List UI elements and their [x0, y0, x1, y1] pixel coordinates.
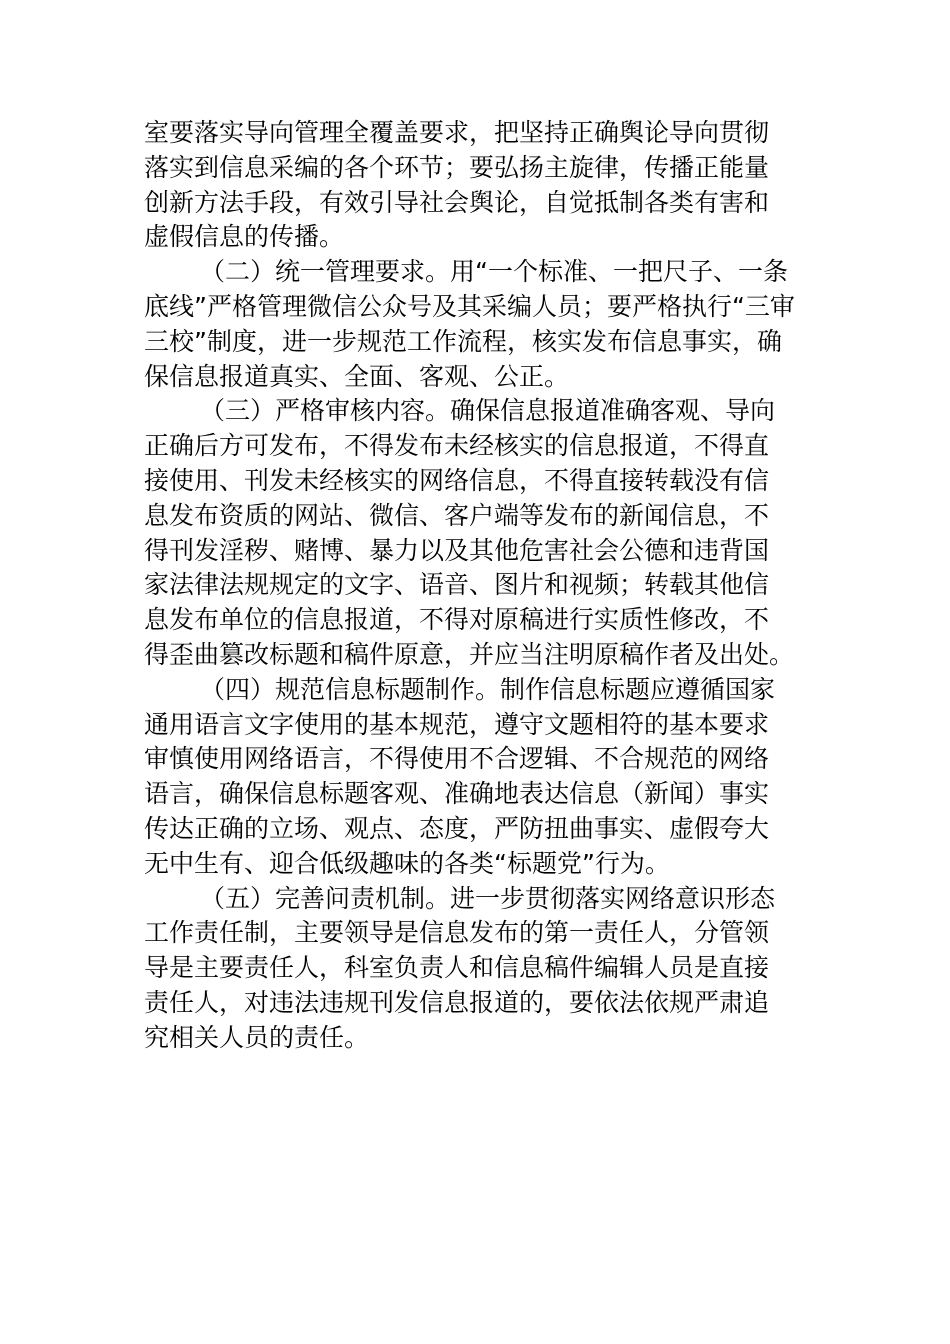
paragraph-line: （二）统一管理要求。用“一个标准、一把尺子、一条: [200, 257, 788, 287]
paragraph-line: 究相关人员的责任。: [144, 1022, 370, 1052]
paragraph-line: 正确后方可发布，不得发布未经核实的信息报道，不得直: [144, 431, 770, 461]
document-body: [144, 116, 808, 1056]
paragraph-5: [144, 882, 808, 1056]
paragraph-line: （三）严格审核内容。确保信息报道准确客观、导向: [200, 396, 776, 426]
paragraph-line: 得歪曲篡改标题和稿件原意，并应当注明原稿作者及出处。: [144, 639, 795, 669]
paragraph-line: 家法律法规规定的文字、语音、图片和视频；转载其他信: [144, 570, 770, 600]
paragraph-line: （五）完善问责机制。进一步贯彻落实网络意识形态: [200, 883, 776, 913]
paragraph-line: 无中生有、迎合低级趣味的各类“标题党”行为。: [144, 848, 670, 878]
paragraph-line: 保信息报道真实、全面、客观、公正。: [144, 361, 570, 391]
paragraph-line: 责任人，对违法违规刊发信息报道的，要依法依规严肃追: [144, 987, 770, 1017]
paragraph-line: 传达正确的立场、观点、态度，严防扭曲事实、虚假夸大: [144, 813, 770, 843]
paragraph-3: [144, 394, 808, 672]
paragraph-line: 语言，确保信息标题客观、准确地表达信息（新闻）事实: [144, 779, 770, 809]
paragraph-line: 审慎使用网络语言，不得使用不合逻辑、不合规范的网络: [144, 744, 770, 774]
paragraph-line: （四）规范信息标题制作。制作信息标题应遵循国家: [200, 674, 776, 704]
paragraph-line: 息发布资质的网站、微信、客户端等发布的新闻信息，不: [144, 500, 770, 530]
paragraph-line: 落实到信息采编的各个环节；要弘扬主旋律，传播正能量: [144, 152, 770, 182]
paragraph-line: 室要落实导向管理全覆盖要求，把坚持正确舆论导向贯彻: [144, 118, 770, 147]
paragraph-line: 接使用、刊发未经核实的网络信息，不得直接转载没有信: [144, 465, 770, 495]
paragraph-line: 虚假信息的传播。: [144, 222, 345, 252]
paragraph-4: [144, 673, 808, 882]
paragraph-2: [144, 255, 808, 394]
paragraph-line: 工作责任制，主要领导是信息发布的第一责任人，分管领: [144, 918, 770, 948]
paragraph-line: 导是主要责任人，科室负责人和信息稿件编辑人员是直接: [144, 953, 770, 983]
paragraph-line: 通用语言文字使用的基本规范，遵守文题相符的基本要求: [144, 709, 770, 739]
paragraph-line: 得刊发淫秽、赌博、暴力以及其他危害社会公德和违背国: [144, 535, 770, 565]
paragraph-1: [144, 116, 808, 255]
paragraph-line: 三校”制度，进一步规范工作流程，核实发布信息事实，确: [144, 326, 782, 356]
paragraph-line: 创新方法手段，有效引导社会舆论，自觉抵制各类有害和: [144, 187, 770, 217]
paragraph-line: 息发布单位的信息报道，不得对原稿进行实质性修改，不: [144, 605, 770, 635]
paragraph-line: 底线”严格管理微信公众号及其采编人员；要严格执行“三审: [144, 291, 795, 321]
